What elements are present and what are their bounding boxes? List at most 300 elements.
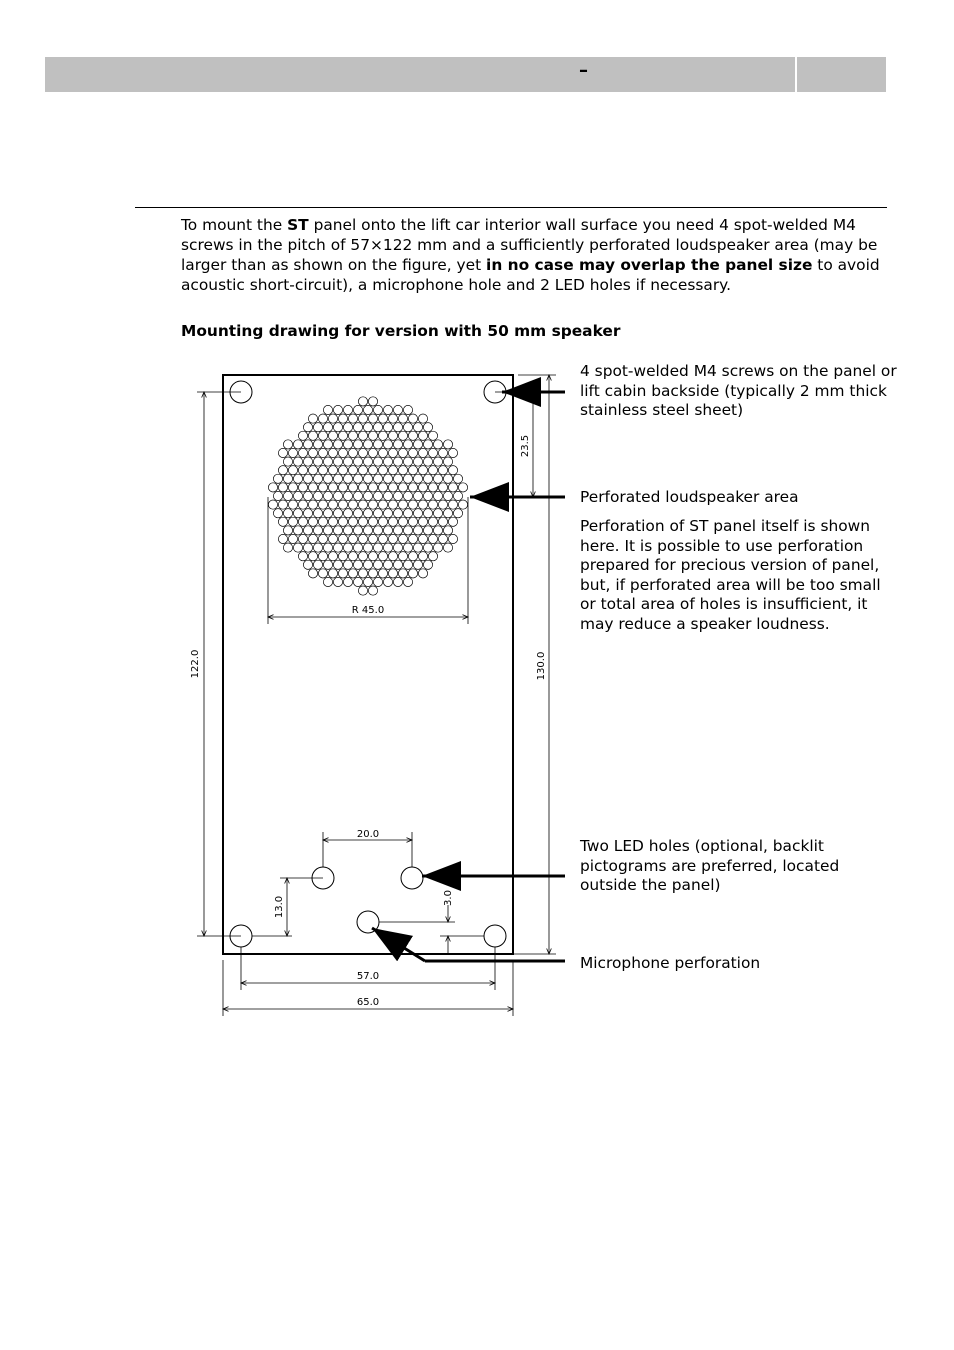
perforation-hole [453, 491, 462, 500]
perforation-hole [458, 500, 467, 509]
perforation-hole [408, 500, 417, 509]
perforation-hole [408, 448, 417, 457]
perforation-hole [313, 440, 322, 449]
perforation-hole [373, 526, 382, 535]
perforation-hole [423, 509, 432, 518]
perforation-hole [323, 526, 332, 535]
perforation-hole [293, 509, 302, 518]
perforation-hole [303, 560, 312, 569]
header-dash: – [579, 60, 588, 81]
perforation-hole [293, 526, 302, 535]
perforation-hole [398, 431, 407, 440]
perforation-hole [393, 526, 402, 535]
perforation-hole [408, 517, 417, 526]
note-perforation: Perforation of ST panel itself is shown here. It is possible to use perforation prepared for precious version of panel, but, if perforated area will be too small or total area of holes is insufficient, it may reduce a speaker loudness. [580, 517, 881, 633]
note-screws: 4 spot-welded M4 screws on the panel or lift cabin backside (typically 2 mm thick stainless steel sheet) [580, 362, 897, 420]
perforation-hole [418, 431, 427, 440]
perforation-hole [368, 552, 377, 561]
perforation-hole [408, 569, 417, 578]
perforation-hole [408, 534, 417, 543]
perforation-hole [368, 500, 377, 509]
perforation-hole [298, 534, 307, 543]
perforation-hole [358, 431, 367, 440]
perforation-hole [303, 491, 312, 500]
perforation-hole [368, 569, 377, 578]
perforation-hole [298, 448, 307, 457]
perforation-hole [323, 577, 332, 586]
perforation-hole [363, 577, 372, 586]
perforation-hole [453, 509, 462, 518]
perforation-hole [278, 500, 287, 509]
perforation-hole [453, 474, 462, 483]
perforation-hole [443, 526, 452, 535]
perforation-hole [353, 560, 362, 569]
perforation-hole [413, 560, 422, 569]
perforation-hole [363, 509, 372, 518]
perforation-hole [343, 457, 352, 466]
perforation-hole [448, 500, 457, 509]
perforation-hole [293, 457, 302, 466]
arrow-microphone [372, 928, 425, 961]
perforation-hole [318, 500, 327, 509]
perforation-hole [288, 500, 297, 509]
perforation-hole [328, 483, 337, 492]
perforation-hole [368, 466, 377, 475]
perforation-hole [448, 534, 457, 543]
perforation-hole [408, 431, 417, 440]
perforation-hole [383, 474, 392, 483]
perforation-hole [393, 560, 402, 569]
perforation-hole [448, 448, 457, 457]
perforation-hole [283, 509, 292, 518]
perforation-hole [448, 483, 457, 492]
perforation-hole [363, 405, 372, 414]
perforation-hole [313, 474, 322, 483]
perforation-hole [318, 569, 327, 578]
perforation-hole [373, 405, 382, 414]
perforation-hole [358, 448, 367, 457]
perforation-hole [438, 466, 447, 475]
perforation-hole [348, 534, 357, 543]
perforation-hole [388, 448, 397, 457]
perforation-hole [388, 414, 397, 423]
perforation-hole [358, 500, 367, 509]
perforation-hole [423, 457, 432, 466]
perforation-hole [378, 534, 387, 543]
perforation-hole [388, 500, 397, 509]
perforation-hole [338, 466, 347, 475]
perforation-hole [348, 466, 357, 475]
perforation-hole [358, 569, 367, 578]
perforation-hole [348, 517, 357, 526]
perforation-hole [423, 474, 432, 483]
perforation-hole [428, 517, 437, 526]
perforation-hole [323, 423, 332, 432]
perforation-hole [363, 560, 372, 569]
perforation-hole [293, 440, 302, 449]
perforation-hole [413, 440, 422, 449]
perforation-hole [428, 534, 437, 543]
speaker-perforation [268, 397, 467, 595]
perforation-hole [403, 543, 412, 552]
perforation-hole [443, 457, 452, 466]
dim-led-spacing: 20.0 [356, 829, 380, 840]
perforation-hole [303, 423, 312, 432]
perforation-hole [323, 543, 332, 552]
perforation-hole [433, 526, 442, 535]
perforation-hole [373, 543, 382, 552]
perforation-hole [378, 552, 387, 561]
perforation-hole [293, 543, 302, 552]
perforation-hole [413, 457, 422, 466]
dim-screw-offset: 23.5 [520, 434, 531, 458]
section-title: Mounting drawing for version with 50 mm speaker [181, 322, 621, 340]
perforation-hole [418, 414, 427, 423]
note-microphone: Microphone perforation [580, 954, 761, 972]
perforation-hole [388, 552, 397, 561]
perforation-hole [433, 440, 442, 449]
perforation-hole [283, 491, 292, 500]
perforation-hole [358, 397, 367, 406]
perforation-hole [368, 431, 377, 440]
perforation-hole [383, 440, 392, 449]
perforation-hole [318, 552, 327, 561]
perforation-hole [288, 517, 297, 526]
perforation-hole [358, 586, 367, 595]
perforation-hole [388, 431, 397, 440]
perforation-hole [288, 448, 297, 457]
perforation-hole [338, 414, 347, 423]
perforation-hole [383, 423, 392, 432]
perforation-hole [358, 414, 367, 423]
perforation-hole [423, 560, 432, 569]
perforation-hole [338, 500, 347, 509]
perforation-hole [393, 577, 402, 586]
perforation-hole [423, 543, 432, 552]
perforation-hole [398, 534, 407, 543]
perforation-hole [288, 483, 297, 492]
screw-hole-bottom-right [484, 925, 506, 947]
perforation-hole [413, 509, 422, 518]
note-led-holes: Two LED holes (optional, backlit pictograms are preferred, located outside the panel) [580, 837, 840, 895]
perforation-hole [308, 500, 317, 509]
perforation-hole [323, 474, 332, 483]
perforation-hole [423, 423, 432, 432]
perforation-hole [333, 491, 342, 500]
perforation-hole [353, 405, 362, 414]
perforation-hole [308, 569, 317, 578]
perforation-hole [353, 509, 362, 518]
perforation-hole [353, 526, 362, 535]
perforation-hole [378, 466, 387, 475]
perforation-hole [318, 534, 327, 543]
perforation-hole [318, 517, 327, 526]
perforation-hole [443, 440, 452, 449]
perforation-hole [403, 526, 412, 535]
perforation-hole [333, 560, 342, 569]
perforation-hole [353, 474, 362, 483]
perforation-hole [438, 483, 447, 492]
perforation-hole [353, 423, 362, 432]
perforation-hole [443, 509, 452, 518]
perforation-hole [403, 423, 412, 432]
perforation-hole [378, 483, 387, 492]
perforation-hole [353, 491, 362, 500]
perforation-hole [303, 474, 312, 483]
perforation-hole [403, 457, 412, 466]
perforation-hole [348, 414, 357, 423]
perforation-hole [378, 500, 387, 509]
perforation-hole [338, 552, 347, 561]
perforation-hole [303, 457, 312, 466]
perforation-hole [408, 552, 417, 561]
perforation-hole [328, 552, 337, 561]
perforation-hole [313, 509, 322, 518]
perforation-hole [428, 483, 437, 492]
perforation-hole [348, 569, 357, 578]
perforation-hole [323, 405, 332, 414]
perforation-hole [433, 457, 442, 466]
perforation-hole [298, 431, 307, 440]
perforation-hole [368, 517, 377, 526]
perforation-hole [353, 457, 362, 466]
perforation-hole [443, 474, 452, 483]
perforation-hole [308, 448, 317, 457]
perforation-hole [293, 474, 302, 483]
perforation-hole [368, 483, 377, 492]
perforation-hole [373, 509, 382, 518]
perforation-hole [343, 491, 352, 500]
perforation-hole [338, 448, 347, 457]
perforation-hole [348, 552, 357, 561]
perforation-hole [388, 569, 397, 578]
perforation-hole [438, 534, 447, 543]
perforation-hole [383, 491, 392, 500]
perforation-hole [378, 431, 387, 440]
perforation-hole [318, 466, 327, 475]
perforation-hole [268, 483, 277, 492]
perforation-hole [273, 509, 282, 518]
perforation-hole [428, 500, 437, 509]
perforation-hole [333, 440, 342, 449]
perforation-hole [448, 466, 457, 475]
perforation-hole [373, 440, 382, 449]
perforation-hole [303, 509, 312, 518]
dim-screw-pitch-vertical: 122.0 [190, 649, 201, 679]
perforation-hole [433, 474, 442, 483]
perforation-hole [348, 483, 357, 492]
perforation-hole [398, 448, 407, 457]
perforation-hole [368, 414, 377, 423]
perforation-hole [363, 440, 372, 449]
perforation-hole [393, 543, 402, 552]
perforation-hole [333, 526, 342, 535]
perforation-hole [368, 586, 377, 595]
perforation-hole [283, 440, 292, 449]
perforation-hole [343, 474, 352, 483]
perforation-hole [288, 466, 297, 475]
perforation-hole [378, 414, 387, 423]
perforation-hole [418, 552, 427, 561]
perforation-hole [418, 569, 427, 578]
perforation-hole [353, 440, 362, 449]
perforation-hole [323, 457, 332, 466]
perforation-hole [438, 448, 447, 457]
perforation-hole [388, 534, 397, 543]
perforation-hole [308, 414, 317, 423]
perforation-hole [333, 457, 342, 466]
perforation-hole [313, 526, 322, 535]
perforation-hole [433, 543, 442, 552]
perforation-hole [383, 560, 392, 569]
perforation-hole [303, 440, 312, 449]
perforation-hole [343, 526, 352, 535]
perforation-hole [363, 491, 372, 500]
perforation-hole [343, 509, 352, 518]
perforation-hole [318, 414, 327, 423]
perforation-hole [403, 509, 412, 518]
perforation-hole [333, 577, 342, 586]
perforation-hole [358, 483, 367, 492]
dim-speaker-radius: R 45.0 [351, 605, 385, 616]
perforation-hole [343, 543, 352, 552]
perforation-hole [348, 500, 357, 509]
perforation-hole [448, 517, 457, 526]
intro-bold-st: ST [287, 216, 309, 234]
perforation-hole [388, 483, 397, 492]
perforation-hole [348, 431, 357, 440]
perforation-hole [393, 423, 402, 432]
perforation-hole [323, 491, 332, 500]
perforation-hole [318, 483, 327, 492]
perforation-hole [328, 500, 337, 509]
perforation-hole [358, 534, 367, 543]
perforation-hole [408, 466, 417, 475]
perforation-hole [403, 491, 412, 500]
perforation-hole [298, 552, 307, 561]
perforation-hole [363, 457, 372, 466]
perforation-hole [418, 534, 427, 543]
perforation-hole [423, 491, 432, 500]
perforation-hole [318, 431, 327, 440]
perforation-hole [428, 431, 437, 440]
perforation-hole [338, 534, 347, 543]
perforation-hole [393, 405, 402, 414]
perforation-hole [373, 560, 382, 569]
perforation-hole [383, 526, 392, 535]
perforation-hole [333, 543, 342, 552]
perforation-hole [358, 517, 367, 526]
perforation-hole [403, 474, 412, 483]
perforation-hole [393, 457, 402, 466]
perforation-hole [303, 526, 312, 535]
perforation-hole [343, 560, 352, 569]
perforation-hole [283, 457, 292, 466]
perforation-hole [403, 560, 412, 569]
perforation-hole [383, 577, 392, 586]
perforation-hole [308, 466, 317, 475]
perforation-hole [328, 534, 337, 543]
perforation-hole [363, 526, 372, 535]
perforation-hole [378, 448, 387, 457]
perforation-hole [358, 552, 367, 561]
perforation-hole [323, 560, 332, 569]
perforation-hole [428, 466, 437, 475]
perforation-hole [438, 500, 447, 509]
perforation-hole [398, 483, 407, 492]
perforation-hole [308, 431, 317, 440]
perforation-hole [403, 577, 412, 586]
perforation-hole [323, 440, 332, 449]
perforation-hole [278, 517, 287, 526]
dim-panel-width: 65.0 [356, 997, 380, 1008]
perforation-hole [383, 509, 392, 518]
perforation-hole [428, 448, 437, 457]
perforation-hole [328, 414, 337, 423]
perforation-hole [428, 552, 437, 561]
perforation-hole [348, 448, 357, 457]
perforation-hole [333, 405, 342, 414]
perforation-hole [363, 474, 372, 483]
perforation-hole [413, 526, 422, 535]
intro-text-2: panel onto the lift car interior wall surface you need 4 spot-welded M4 screws in the pitch of 57×122 mm and a sufficiently perforated loudspeaker area (may be larger than as shown on the figure, yet [181, 216, 878, 274]
perforation-hole [418, 448, 427, 457]
perforation-hole [343, 577, 352, 586]
led-hole-right [401, 867, 423, 889]
perforation-hole [368, 448, 377, 457]
perforation-hole [278, 466, 287, 475]
perforation-hole [438, 517, 447, 526]
perforation-hole [393, 440, 402, 449]
perforation-hole [388, 466, 397, 475]
perforation-hole [458, 483, 467, 492]
perforation-hole [338, 517, 347, 526]
perforation-hole [398, 414, 407, 423]
perforation-hole [353, 543, 362, 552]
perforation-hole [298, 466, 307, 475]
perforation-hole [398, 466, 407, 475]
perforation-hole [298, 483, 307, 492]
perforation-hole [403, 440, 412, 449]
perforation-hole [333, 474, 342, 483]
perforation-hole [333, 509, 342, 518]
perforation-hole [313, 423, 322, 432]
perforation-hole [433, 491, 442, 500]
perforation-hole [363, 423, 372, 432]
perforation-hole [408, 483, 417, 492]
perforation-hole [398, 517, 407, 526]
perforation-hole [343, 405, 352, 414]
perforation-hole [278, 448, 287, 457]
perforation-hole [288, 534, 297, 543]
perforation-hole [393, 509, 402, 518]
perforation-hole [268, 500, 277, 509]
perforation-hole [338, 431, 347, 440]
dim-led-height: 13.0 [274, 895, 285, 919]
note-speaker-area: Perforated loudspeaker area [580, 488, 799, 506]
perforation-hole [423, 440, 432, 449]
perforation-hole [398, 552, 407, 561]
perforation-hole [373, 577, 382, 586]
dim-mic-offset: 3.0 [443, 890, 454, 906]
perforation-hole [353, 577, 362, 586]
perforation-hole [393, 474, 402, 483]
perforation-hole [328, 448, 337, 457]
perforation-hole [413, 474, 422, 483]
perforation-hole [433, 509, 442, 518]
perforation-hole [328, 466, 337, 475]
perforation-hole [368, 534, 377, 543]
